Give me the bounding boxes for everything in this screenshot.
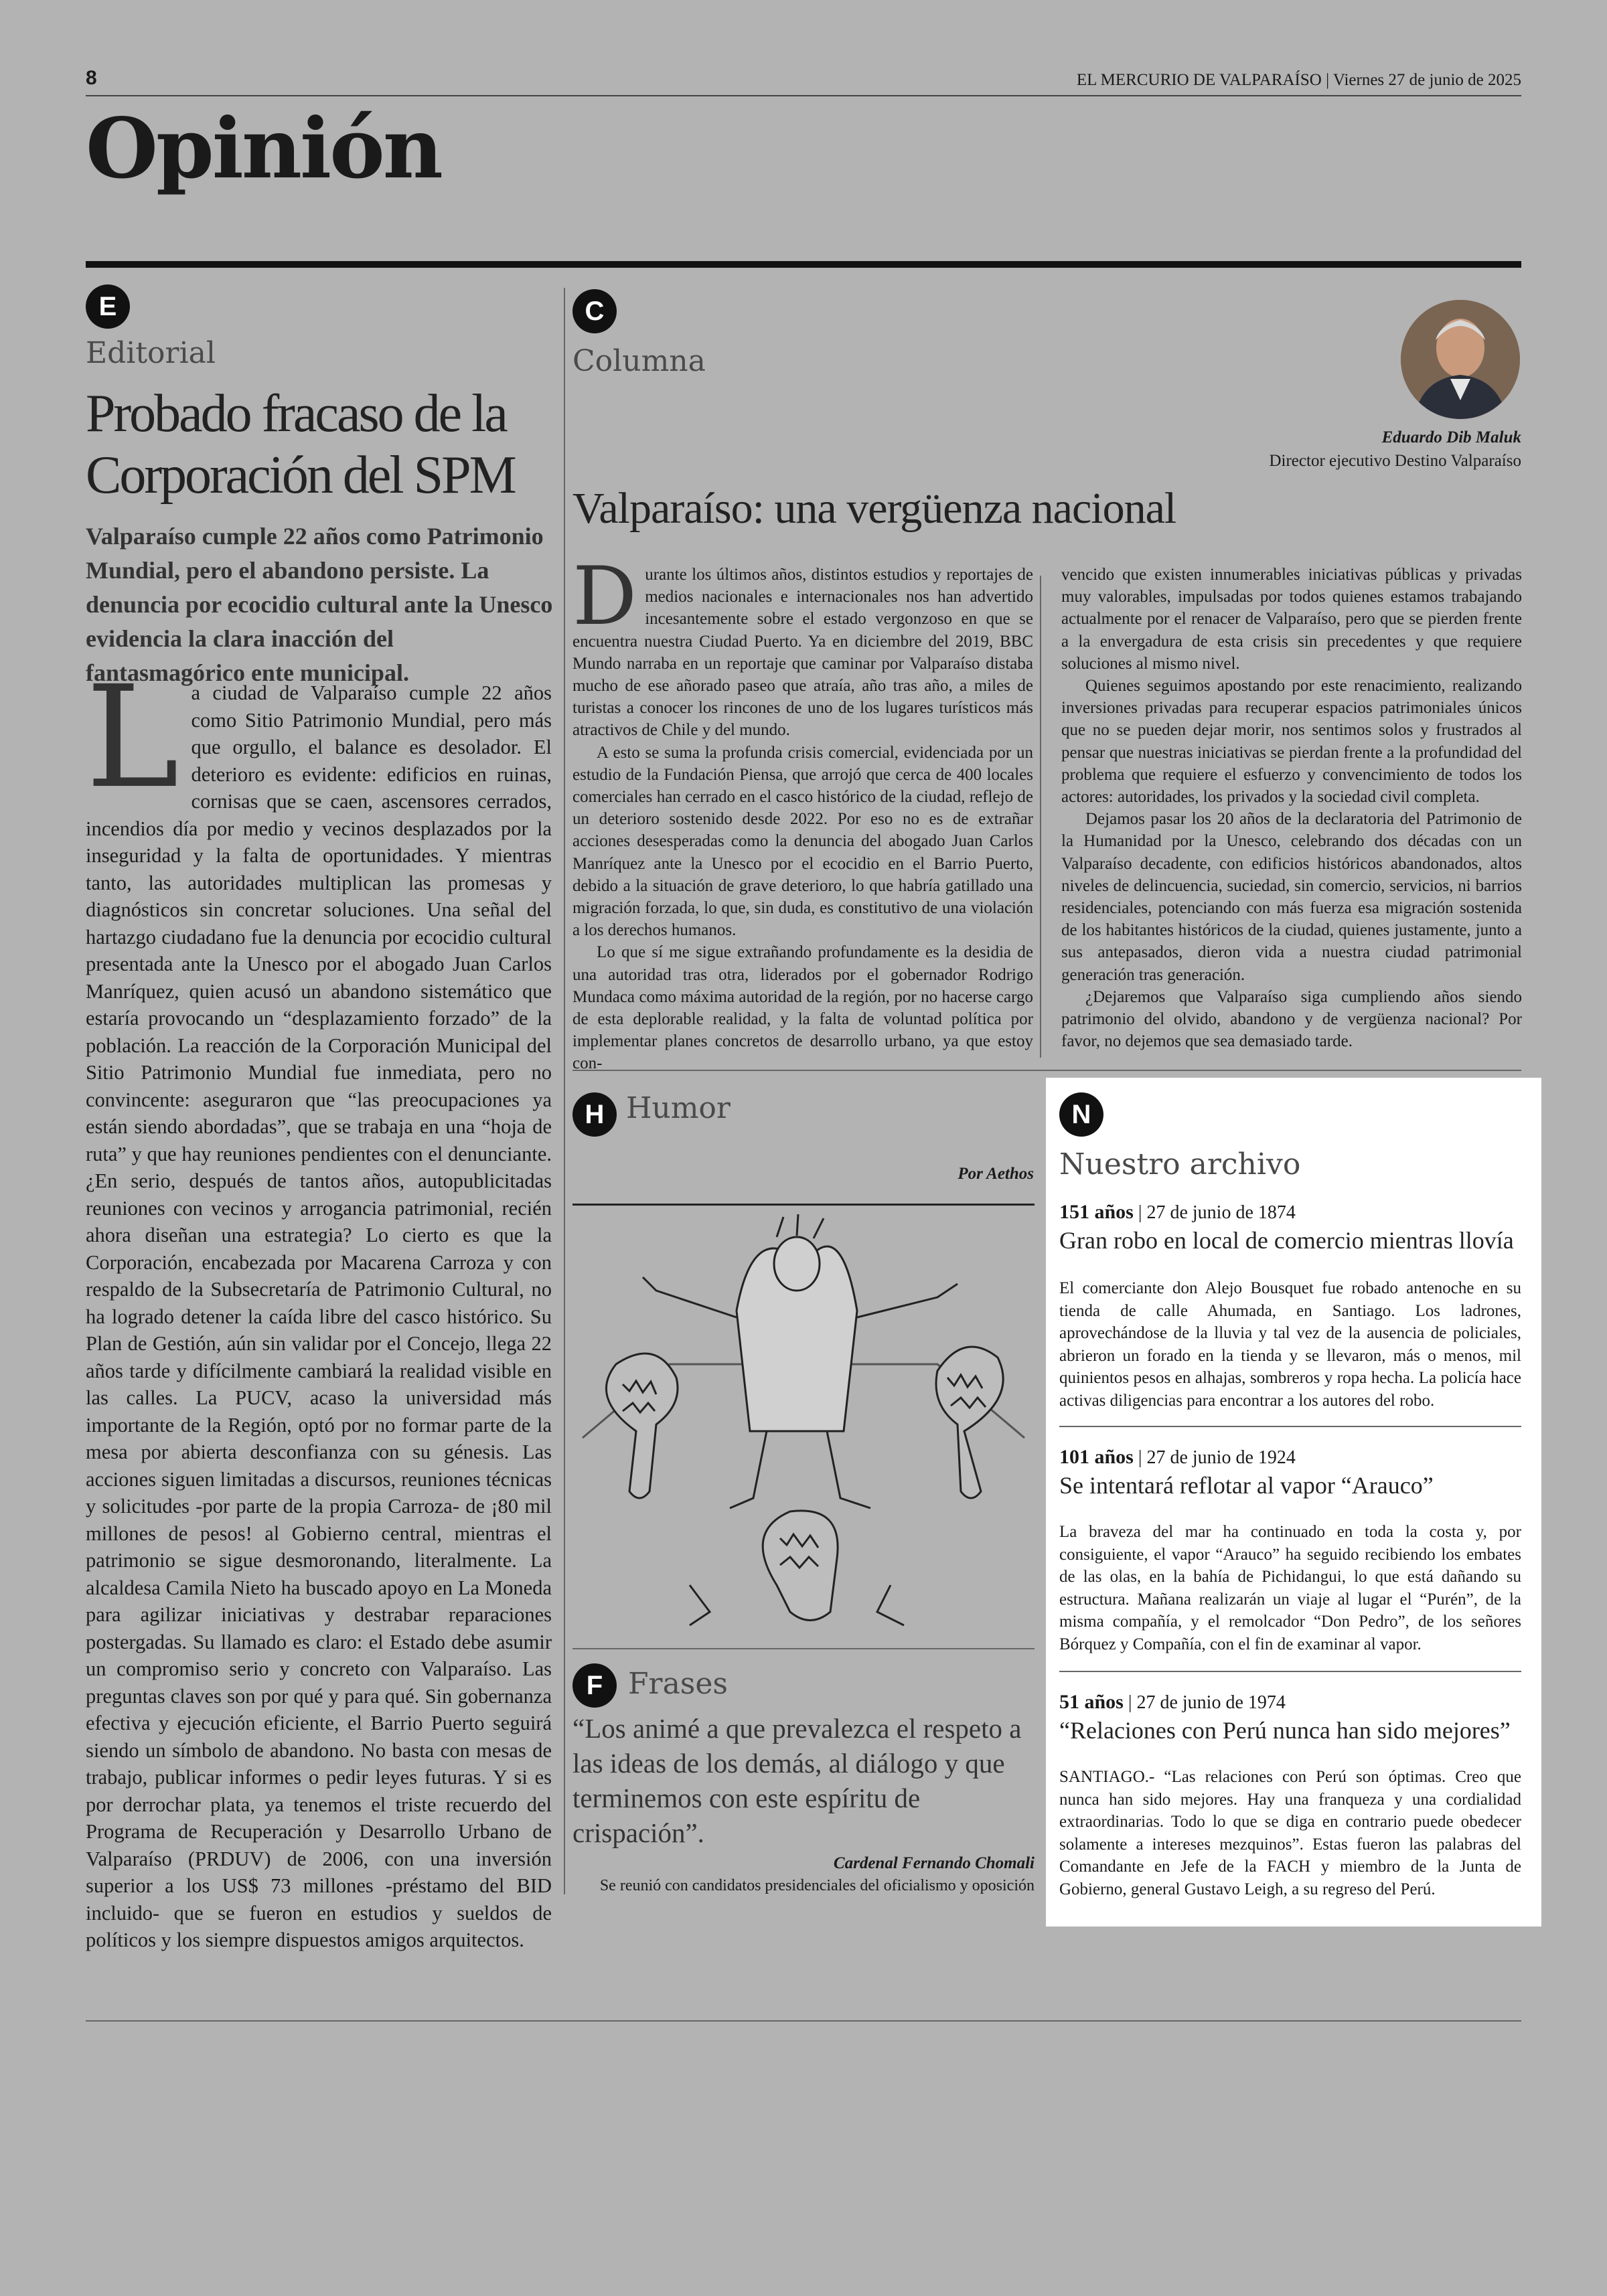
frases-quote: “Los animé a que prevalezca el respeto a las ideas de los demás, al diálogo y que terminemos con este espíritu de crispación”. (572, 1713, 1022, 1848)
publication-line: EL MERCURIO DE VALPARAÍSO | Viernes 27 de junio de 2025 (1076, 71, 1521, 89)
editorial-lead: Valparaíso cumple 22 años como Patrimonio Mundial, pero el abandono persiste. La denuncia por ecocidio cultural ante la Unesco evidencia la clara inacción del fantasmagórico ente municipal. (86, 523, 553, 686)
archive-badge: N (1059, 1092, 1103, 1137)
archive-item-body: El comerciante don Alejo Bousquet fue robado antenoche en su tienda de calle Ahumada, en Santiago. Los ladrones, aprovechándose de la lluvia y tal vez de la ausencia de policiales, abrieron un forado en la tienda y se llevaron, más o menos, mil quinientos pesos en alhajas, sombreros y ropa hecha. La policía hace activas diligencias para encontrar a los autores del robo. (1059, 1279, 1521, 1410)
column-paragraph: A esto se suma la profunda crisis comercial, evidenciada por un estudio de la Fundación Piensa, que arrojó que cerca de 400 locales comerciales han cerrado en el casco histórico de la ciudad, reflejo de un deterioro sostenido desde 2022. Por eso no es de extrañar acciones desesperadas como la denuncia del abogado Juan Carlos Manríquez ante la Unesco por el ecocidio en el Barrio Puerto, debido a la situación de grave deterioro, lo que habría gatillado una migración forzada, lo que, sin duda, es constitutivo de una violación a los derechos humanos. (572, 743, 1033, 940)
section-rule (86, 261, 1521, 268)
column-badge: C (572, 289, 617, 333)
top-rule (86, 95, 1521, 96)
page-bottom-rule (86, 2020, 1521, 2022)
editorial-badge: E (86, 284, 130, 329)
author-avatar (1401, 300, 1520, 419)
editorial-body (86, 655, 552, 1954)
frases-top-rule (572, 1648, 1035, 1649)
column-author-role: Director ejecutivo Destino Valparaíso (1269, 452, 1521, 470)
archive-divider (1059, 1671, 1521, 1672)
archive-item-title: “Relaciones con Perú nunca han sido mejores” (1059, 1717, 1511, 1744)
column-author: Eduardo Dib Maluk (1381, 428, 1521, 446)
editorial-kicker: Editorial (86, 336, 216, 370)
humor-badge: H (572, 1092, 617, 1137)
column-divider (1040, 576, 1041, 1058)
archive-divider (1059, 1426, 1521, 1427)
editorial-title: Probado fracaso de la Corporación del SPM (86, 384, 515, 505)
column-divider (564, 288, 565, 1894)
archive-item-body: La braveza del mar ha continuado en toda la costa y, por consiguiente, el vapor “Arauco” ha seguido recibiendo los embates de las olas, en la bahía de Pichidangui, lo que está dañando su estructura. Mañana realizarán un viaje al lugar el “Purén”, de la misma compañía, y el remolcador “Don Pedro”, de los señores Bórquez y Compañía, con el fin de examinar al vapor. (1059, 1523, 1521, 1653)
archive-item-date: 51 años | 27 de junio de 1974 (1059, 1691, 1286, 1713)
publication-date: Viernes 27 de junio de 2025 (1332, 71, 1521, 89)
column-text-col1 (572, 550, 1033, 1075)
section-title: Opinión (86, 100, 441, 197)
author-photo-icon (1401, 300, 1520, 419)
archive-date: 27 de junio de 1924 (1146, 1447, 1296, 1468)
column-paragraph: ¿Dejaremos que Valparaíso siga cumpliendo años siendo patrimonio del olvido, abandono y de vergüenza nacional? Por favor, no dejemos que sea demasiado tarde. (1061, 987, 1522, 1051)
column-paragraph: urante los últimos años, distintos estudios y reportajes de medios nacionales e internacionales nos han advertido incesantemente sobre el estado vergonzoso en que se encuentra nuestra Ciudad Puerto. Ya en diciembre del 2019, BBC Mundo narraba en un reportaje que caminar por Valparaíso distaba mucho de ese añorado paseo que atraía, año tras año, a miles de turistas a conocer los rincones de uno de los lugares turísticos más atractivos de Chile y del mundo. (572, 566, 1033, 740)
frases-author: Cardenal Fernando Chomali (833, 1854, 1035, 1872)
frases-context: Se reunió con candidatos presidenciales del oficialismo y oposición (599, 1877, 1035, 1894)
humor-kicker: Humor (626, 1091, 731, 1125)
column-title: Valparaíso: una vergüenza nacional (572, 484, 1176, 533)
archive-item-title: Gran robo en local de comercio mientras llovía (1059, 1227, 1514, 1254)
humor-byline: Por Aethos (958, 1165, 1034, 1183)
cartoon-illustration-icon (576, 1210, 1031, 1639)
page-number: 8 (86, 67, 97, 89)
frases-badge: F (572, 1663, 617, 1708)
editorial-dropcap: L (86, 655, 179, 819)
archive-years: 151 años (1059, 1201, 1134, 1223)
archive-date: 27 de junio de 1974 (1136, 1692, 1286, 1713)
column-paragraph: Dejamos pasar los 20 años de la declaratoria del Patrimonio de la Humanidad por la Unesco, celebrando dos décadas con un Valparaíso decadente, con edificios históricos abandonados, altos niveles de delincuencia, suciedad, sin comercio, servicios, ni barrios residenciales, potenciando con más fuerza esa migración sostenida de los habitantes históricos de la ciudad, quienes justamente, junto a sus antepasados, dieron vida a nuestra ciudad patrimonial generación tras generación. (1061, 810, 1522, 984)
archive-item-date: 101 años | 27 de junio de 1924 (1059, 1446, 1296, 1468)
editorial-paragraph: a ciudad de Valparaíso cumple 22 años como Sitio Patrimonio Mundial, pero más que orgullo, el balance es desolador. El deterioro es evidente: edificios en ruinas, cornisas que se caen, ascensores cerrados, incendios día por medio y vecinos desplazados por la inseguridad y la falta de oportunidades. Y mientras tanto, las autoridades multiplican las promesas y diagnósticos sin concretar soluciones. Una señal del hartazgo ciudadano fue la denuncia por ecocidio cultural presentada ante la Unesco por el abogado Juan Carlos Manríquez, quien acusó un abandono sistemático que estaría provocando un “desplazamiento forzado” de la población. La reacción de la Corporación Municipal del Sitio Patrimonio Mundial fue inmediata, pero no convincente: aseguraron que “las preocupaciones ya están siendo abordadas”, que se trabaja en una “hoja de ruta” y que hay reuniones pendientes con el denunciante. ¿En serio, después de tantos años, autopublicitadas reuniones con vecinos y arrogancia patrimonial, recién ahora diseñan una estrategia? Lo cierto es que la Corporación, encabezada por Macarena Carroza y con respaldo de la Subsecretaría de Patrimonio Cultural, no ha logrado detener la caída libre del casco histórico. Su Plan de Gestión, aún sin validar por el Concejo, llega 22 años tarde y difícilmente cambiará la realidad visible en las calles. La PUCV, acaso la universidad más importante de la Región, optó por no formar parte de la mesa por abierta desconfianza con su génesis. Las acciones siguen limitadas a discursos, reuniones técnicas y solicitudes -por parte de la propia Carroza- de ¡80 mil millones de pesos! al Gobierno central, mientras el patrimonio se sigue desmoronando, literalmente. La alcaldesa Camila Nieto ha buscado apoyo en La Moneda para agilizar iniciativas y destrabar reparaciones postergadas. Su llamado es claro: el Estado debe asumir un compromiso serio y concreto con Valparaíso. Las preguntas claves son por qué y para qué. Sin gobernanza efectiva y ejecución eficiente, el Barrio Puerto seguirá siendo un símbolo de abandono. No basta con mesas de trabajo, publicar informes o pedir leyes futuras. Y si es por derrochar plata, ya tenemos el triste recuerdo del Programa de Recuperación y Desarrollo Urbano de Valparaíso (PRDUV) de 2006, con una inversión superior a los US$ 73 millones -préstamo del BID incluido- que se fueron en estudios y sueldos de políticos y los siempre dispuestos amigos arquitectos. (86, 681, 552, 1951)
column-paragraph: vencido que existen innumerables iniciativas públicas y privadas muy valorables, impulsadas por todos quienes estamos trabajando actualmente por el renacer de Valparaíso, pero que se pierden frente a la envergadura de esta crisis sin precedentes y que requiere soluciones al mismo nivel. (1061, 566, 1522, 673)
column-text-col2 (1061, 564, 1522, 1052)
archive-years: 101 años (1059, 1446, 1134, 1468)
column-paragraph: Quienes seguimos apostando por este renacimiento, realizando inversiones privadas para recuperar espacios patrimoniales únicos que no se pueden dejar morir, nos sentimos solos y frustrados al pensar que nuestras iniciativas se pierdan frente a la profundidad del problema que requiere el esfuerzo y convencimiento de todos los actores: autoridades, los privados y la sociedad civil completa. (1061, 677, 1522, 807)
archive-item-body: SANTIAGO.- “Las relaciones con Perú son óptimas. Creo que nunca han sido mejores. Hay una franqueza y una cordialidad extraordinarias. Todo lo que se diga en contrario puede obedecer solamente a intereses mezquinos”. Estas fueron las palabras del Comandante en Jefe de la FACH y miembro de la Junta de Gobierno, general Gustavo Leigh, a su regreso del Perú. (1059, 1768, 1521, 1898)
archive-years: 51 años (1059, 1691, 1124, 1713)
publication-name: EL MERCURIO DE VALPARAÍSO (1076, 71, 1322, 89)
archive-item-date: 151 años | 27 de junio de 1874 (1059, 1201, 1296, 1223)
archive-date: 27 de junio de 1874 (1146, 1202, 1296, 1223)
archive-kicker: Nuestro archivo (1059, 1147, 1301, 1181)
column-kicker: Columna (572, 344, 706, 378)
archive-item-title: Se intentará reflotar al vapor “Arauco” (1059, 1472, 1434, 1499)
frases-kicker: Frases (628, 1667, 728, 1701)
column-bottom-rule (572, 1070, 1521, 1071)
humor-cartoon (576, 1210, 1031, 1639)
column-dropcap: D (572, 550, 637, 643)
cartoon-top-rule (572, 1204, 1035, 1206)
column-paragraph: Lo que sí me sigue extrañando profundamente es la desidia de una autoridad tras otra, liderados por el gobernador Rodrigo Mundaca como máxima autoridad de la región, por no hacerse cargo de esta deplorable realidad, y la falta de voluntad política por implementar planes concretos de desarrollo urbano, ya que estoy con- (572, 943, 1033, 1073)
